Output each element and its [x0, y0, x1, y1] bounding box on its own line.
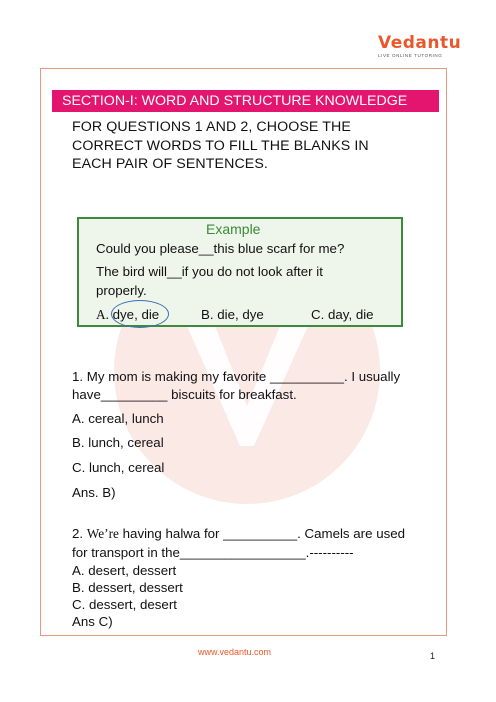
logo-wordmark: Vedantu [378, 33, 462, 53]
question-text: having halwa for __________. Camels are used [118, 526, 406, 541]
example-sentence-2: The bird will__if you do not look after it [96, 264, 323, 279]
example-sentence-2-cont: properly. [96, 283, 147, 298]
question-1-option: B. lunch, cereal [72, 435, 164, 450]
question-1-option: A. cereal, lunch [72, 411, 164, 426]
instruction-line: FOR QUESTIONS 1 AND 2, CHOOSE THE [72, 119, 351, 135]
question-1-line-2: have_________ biscuits for breakfast. [72, 387, 297, 402]
instructions [72, 118, 432, 174]
footer-link[interactable]: www.vedantu.com [198, 647, 272, 657]
question-2-option: A. desert, dessert [72, 563, 177, 578]
vedantu-logo [378, 33, 462, 58]
question-2-option: C. dessert, desert [72, 597, 177, 612]
example-title: Example [206, 221, 261, 237]
question-word: We’re [86, 526, 119, 541]
answer-circle [108, 300, 169, 328]
example-sentence-1: Could you please__this blue scarf for me? [96, 241, 345, 256]
question-2-line-2: for transport in the_________________.---------- [72, 545, 354, 560]
instruction-line: CORRECT WORDS TO FILL THE BLANKS IN [72, 137, 369, 154]
question-number: 2. [72, 526, 84, 541]
example-option-b: B. die, dye [201, 307, 264, 322]
question-2-line-1 [72, 526, 405, 542]
page-number: 1 [430, 651, 436, 661]
option-text: dye, die [108, 307, 160, 322]
question-2-answer: Ans C) [72, 614, 113, 629]
question-1-line-1: 1. My mom is making my favorite __________. I usually [72, 369, 401, 384]
option-letter: A. [96, 307, 109, 322]
section-title: SECTION-I: WORD AND STRUCTURE KNOWLEDGE [52, 90, 439, 112]
question-1-answer: Ans. B) [72, 485, 116, 500]
question-1-option: C. lunch, cereal [72, 460, 165, 475]
logo-tagline: LIVE ONLINE TUTORING [378, 53, 443, 58]
example-option-c: C. day, die [311, 307, 374, 322]
question-2-option: B. dessert, dessert [72, 580, 183, 595]
instruction-line: EACH PAIR OF SENTENCES. [72, 156, 268, 172]
